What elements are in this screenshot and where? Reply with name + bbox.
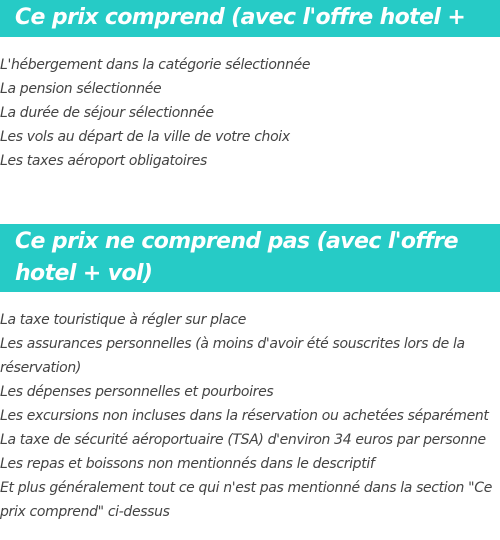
excluded-item: Les repas et boissons non mentionnés dans le descriptif — [0, 456, 375, 472]
excluded-item: Les assurances personnelles (à moins d'avoir été souscrites lors de la réservation) — [0, 336, 465, 376]
included-item: Les vols au départ de la ville de votre choix — [0, 129, 290, 145]
excluded-item: La taxe touristique à régler sur place — [0, 312, 247, 328]
included-item: L'hébergement dans la catégorie sélectionnée — [0, 57, 311, 73]
included-item: La pension sélectionnée — [0, 81, 162, 97]
excluded-item: La taxe de sécurité aéroportuaire (TSA) d'environ 34 euros par personne — [0, 432, 486, 448]
excluded-item: Et plus généralement tout ce qui n'est pas mentionné dans la section "Ce prix comprend" ci-dessus — [0, 480, 492, 520]
included-list — [0, 53, 496, 173]
excluded-item: Les dépenses personnelles et pourboires — [0, 384, 274, 400]
included-section-title: Ce prix comprend (avec l'offre hotel + vol) — [0, 0, 500, 37]
included-item: Les taxes aéroport obligatoires — [0, 153, 207, 169]
excluded-list — [0, 308, 496, 524]
included-item: La durée de séjour sélectionnée — [0, 105, 214, 121]
excluded-item: Les excursions non incluses dans la réservation ou achetées séparément — [0, 408, 489, 424]
excluded-section-title: Ce prix ne comprend pas (avec l'offre hotel + vol) — [0, 224, 500, 292]
